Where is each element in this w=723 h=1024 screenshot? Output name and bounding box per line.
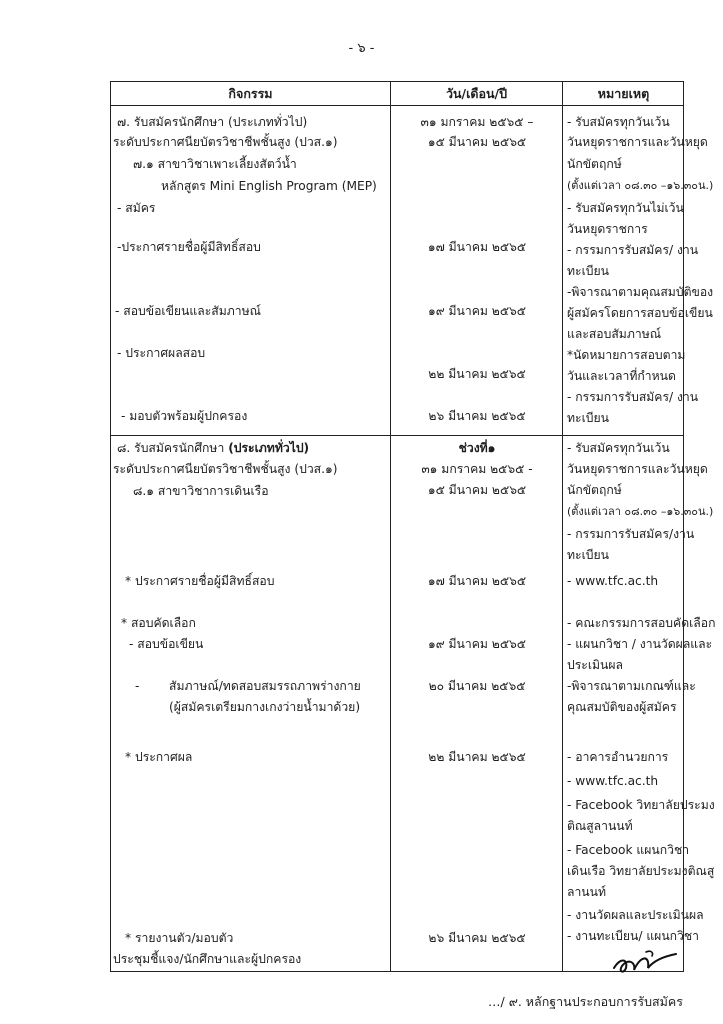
remark-line: - คณะกรรมการสอบคัดเลือก xyxy=(567,616,716,630)
remark-line: - รับสมัครทุกวันเว้น xyxy=(567,115,670,129)
page-number: - ๖ - xyxy=(348,41,375,56)
remark-line: - กรรมการรับสมัคร/ งาน xyxy=(567,243,699,257)
date-item: ๑๙ มีนาคม ๒๕๖๕ xyxy=(427,637,527,651)
date-item: ๑๗ มีนาคม ๒๕๖๕ xyxy=(427,574,527,588)
remark-line: คุณสมบัติของผู้สมัคร xyxy=(567,700,677,714)
section8-announce-results: * ประกาศผล xyxy=(125,750,193,764)
remark-line: (ตั้งแต่เวลา ๐๘.๓๐ –๑๖.๓๐น.) xyxy=(567,505,714,518)
remark-line: - Facebook วิทยาลัยประมง xyxy=(567,798,715,812)
remark-line: ทะเบียน xyxy=(567,264,609,278)
remark-link[interactable]: - www.tfc.ac.th xyxy=(567,774,659,788)
date-item: ๑๕ มีนาคม ๒๕๖๕ xyxy=(427,483,527,497)
remark-line: ลานนท์ xyxy=(567,885,607,899)
schedule-table xyxy=(110,81,716,972)
section8-selection: * สอบคัดเลือก xyxy=(121,616,196,630)
section7-announce-candidates: -ประกาศรายชื่อผู้มีสิทธิ์สอบ xyxy=(117,240,261,254)
remark-line: - กรรมการรับสมัคร/งาน xyxy=(567,527,695,541)
remark-line: วันหยุดราชการและวันหยุด xyxy=(567,462,708,476)
section7-apply: - สมัคร xyxy=(117,201,156,215)
date-item: ๒๒ มีนาคม ๒๕๖๕ xyxy=(428,750,526,764)
remark-link[interactable]: - www.tfc.ac.th xyxy=(567,574,659,588)
section8-interview-note: (ผู้สมัครเตรียมกางเกงว่ายน้ำมาด้วย) xyxy=(169,700,361,714)
section8-level: ระดับประกาศนียบัตรวิชาชีพชั้นสูง (ปวส.๑) xyxy=(113,462,338,476)
signature-mark xyxy=(610,944,680,980)
remark-line: - งานวัดผลและประเมินผล xyxy=(567,908,704,922)
section8-interview: สัมภาษณ์/ทดสอบสมรรถภาพร่างกาย xyxy=(169,679,361,693)
section7-curriculum: หลักสูตร Mini English Program (MEP) xyxy=(161,179,377,193)
section8-meeting: ประชุมชี้แจง/นักศึกษาและผู้ปกครอง xyxy=(113,952,302,966)
remark-line: - Facebook แผนกวิชา xyxy=(567,843,690,857)
header-remarks: หมายเหตุ xyxy=(597,86,650,101)
remark-line: ผู้สมัครโดยการสอบข้อเขียน xyxy=(567,306,713,320)
section7-level: ระดับประกาศนียบัตรวิชาชีพชั้นสูง (ปวส.๑) xyxy=(113,135,338,149)
remark-line: - แผนกวิชา / งานวัดผลและ xyxy=(567,637,713,651)
header-date: วัน/เดือน/ปี xyxy=(445,86,508,101)
date-item: ๒๖ มีนาคม ๒๕๖๕ xyxy=(428,409,526,423)
date-item: ๓๑ มกราคม ๒๕๖๕ - xyxy=(421,462,533,476)
remark-line: (ตั้งแต่เวลา ๐๘.๓๐ –๑๖.๓๐น.) xyxy=(567,179,714,192)
remark-line: - รับสมัครทุกวันเว้น xyxy=(567,441,670,455)
section7-program: ๗.๑ สาขาวิชาเพาะเลี้ยงสัตว์น้ำ xyxy=(133,157,297,171)
remark-line: ทะเบียน xyxy=(567,548,609,562)
date-item: ๒๒ มีนาคม ๒๕๖๕ xyxy=(428,367,526,381)
remark-line: - รับสมัครทุกวันไม่เว้น xyxy=(567,201,684,215)
section7-report: - มอบตัวพร้อมผู้ปกครอง xyxy=(121,409,248,423)
remark-line: วันหยุดราชการและวันหยุด xyxy=(567,135,708,149)
remark-line: -พิจารณาตามเกณฑ์และ xyxy=(567,679,696,693)
period-label: ช่วงที่๑ xyxy=(458,441,496,455)
date-item: ๒๐ มีนาคม ๒๕๖๕ xyxy=(428,679,526,693)
remark-line: ประเมินผล xyxy=(567,658,623,672)
date-item: ๑๙ มีนาคม ๒๕๖๕ xyxy=(427,304,527,318)
section8-remarks xyxy=(567,435,716,972)
remark-line: - กรรมการรับสมัคร/ งาน xyxy=(567,390,699,404)
section7-dates xyxy=(391,82,563,435)
remark-line: - งานทะเบียน/ แผนกวิชา xyxy=(567,929,699,943)
section8-announce-candidates: * ประกาศรายชื่อผู้มีสิทธิ์สอบ xyxy=(125,574,275,588)
remark-line: ทะเบียน xyxy=(567,411,609,425)
section7-title: ๗. รับสมัครนักศึกษา (ประเภททั่วไป) xyxy=(117,115,308,129)
section8-program: ๘.๑ สาขาวิชาการเดินเรือ xyxy=(133,484,269,498)
date-item: ๒๖ มีนาคม ๒๕๖๕ xyxy=(428,931,526,945)
date-item: ๑๕ มีนาคม ๒๕๖๕ xyxy=(427,135,527,149)
remark-line: วันหยุดราชการ xyxy=(567,222,648,236)
remark-line: *นัดหมายการสอบตาม xyxy=(567,348,686,362)
section8-title xyxy=(117,440,309,456)
header-activity: กิจกรรม xyxy=(228,86,273,101)
section8-dash: - xyxy=(135,679,140,693)
section8-dates xyxy=(391,435,563,972)
section7-announce-results: - ประกาศผลสอบ xyxy=(117,346,206,360)
section8-written-exam: - สอบข้อเขียน xyxy=(129,637,204,651)
section8-title-type: (ประเภททั่วไป) xyxy=(228,441,310,455)
date-item: ๑๗ มีนาคม ๒๕๖๕ xyxy=(427,240,527,254)
remark-line: นักขัตฤกษ์ xyxy=(567,157,622,171)
remark-line: -พิจารณาตามคุณสมบัติของ xyxy=(567,285,714,299)
date-item: ๓๑ มกราคม ๒๕๖๕ – xyxy=(420,115,534,129)
section7-remarks xyxy=(567,82,714,435)
continuation-note: …/ ๙. หลักฐานประกอบการรับสมัคร xyxy=(488,994,683,1009)
section7-exam: - สอบข้อเขียนและสัมภาษณ์ xyxy=(115,304,261,318)
section8-title-text: ๘. รับสมัครนักศึกษา xyxy=(117,441,229,455)
remark-line: นักขัตฤกษ์ xyxy=(567,483,622,497)
remark-line: - อาคารอำนวยการ xyxy=(567,750,669,764)
remark-line: ติณสูลานนท์ xyxy=(567,819,633,833)
remark-line: และสอบสัมภาษณ์ xyxy=(567,327,662,341)
remark-line: เดินเรือ วิทยาลัยประมงติณสู xyxy=(567,864,715,878)
remark-line: วันและเวลาที่กำหนด xyxy=(567,369,676,383)
section8-report: * รายงานตัว/มอบตัว xyxy=(125,931,234,945)
